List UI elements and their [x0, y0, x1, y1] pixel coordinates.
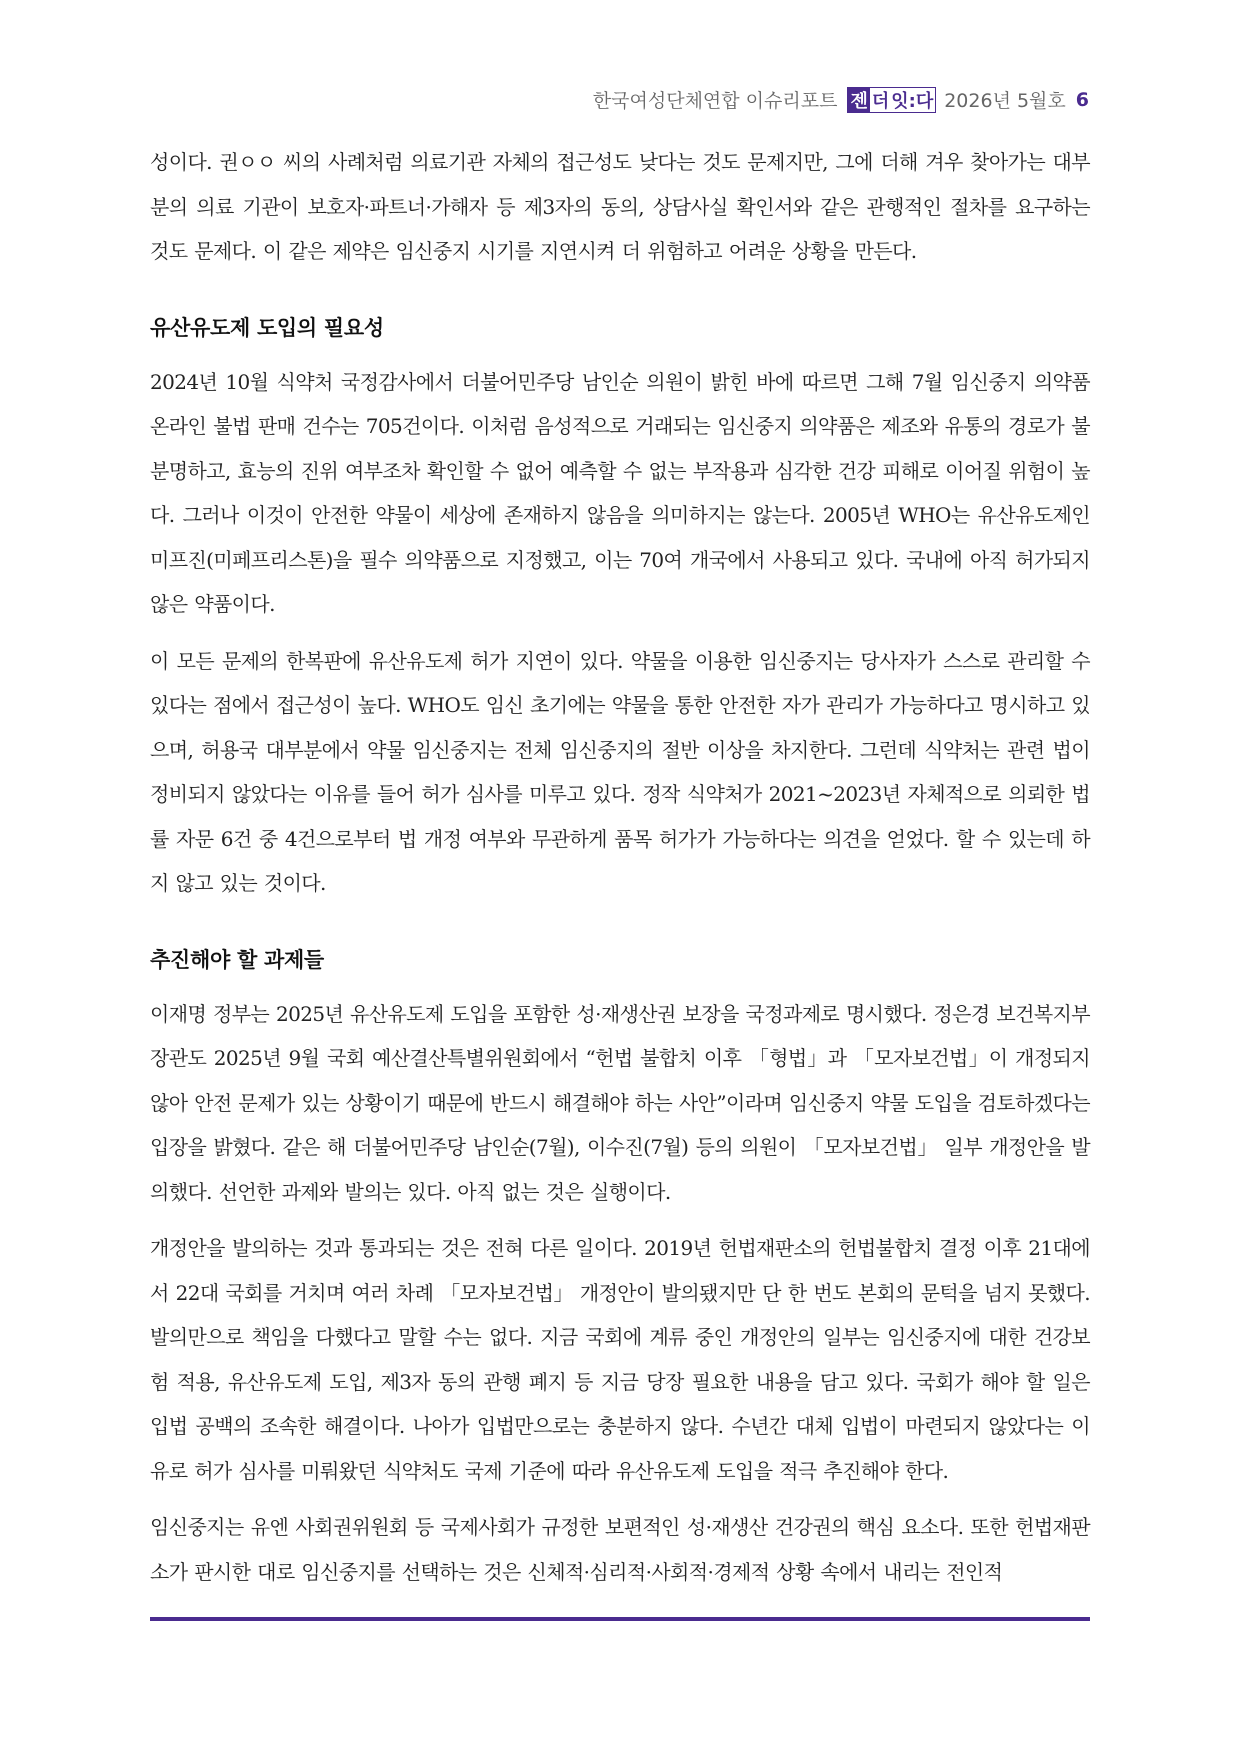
gender-itda-logo — [847, 87, 936, 113]
report-name: 한국여성단체연합 이슈리포트 — [592, 90, 838, 112]
paragraph: 2024년 10월 식약처 국정감사에서 더불어민주당 남인순 의원이 밝힌 바에 따르면 그해 7월 임신중지 의약품 온라인 불법 판매 건수는 705건이다. 이처럼 음성적으로 거래되는 임신중지 의약품은 제조와 유통의 경로가 불분명하고, 효능의 진위 여부조차 확인할 수 없어 예측할 수 없는 부작용과 심각한 건강 피해로 이어질 위험이 높다. 그러나 이것이 안전한 약물이 세상에 존재하지 않음을 의미하지는 않는다. 2005년 WHO는 유산유도제인 미프진(미페프리스톤)을 필수 의약품으로 지정했고, 이는 70여 개국에서 사용되고 있다. 국내에 아직 허가되지 않은 약품이다. — [150, 369, 1090, 616]
paragraph: 이 모든 문제의 한복판에 유산유도제 허가 지연이 있다. 약물을 이용한 임신중지는 당사자가 스스로 관리할 수 있다는 점에서 접근성이 높다. WHO도 임신 초기에는 약물을 통한 안전한 자가 관리가 가능하다고 명시하고 있으며, 허용국 대부분에서 약물 임신중지는 전체 임신중지의 절반 이상을 차지한다. 그런데 식약처는 관련 법이 정비되지 않았다는 이유를 들어 허가 심사를 미루고 있다. 정작 식약처가 2021~2023년 자체적으로 의뢰한 법률 자문 6건 중 4건으로부터 법 개정 여부와 무관하게 품목 허가가 가능하다는 의견을 얻었다. 할 수 있는데 하지 않고 있는 것이다. — [150, 648, 1090, 895]
paragraph: 개정안을 발의하는 것과 통과되는 것은 전혀 다른 일이다. 2019년 헌법재판소의 헌법불합치 결정 이후 21대에서 22대 국회를 거치며 여러 차례 「모자보건법」 개정안이 발의됐지만 단 한 번도 본회의 문턱을 넘지 못했다. 발의만으로 책임을 다했다고 말할 수는 없다. 지금 국회에 계류 중인 개정안의 일부는 임신중지에 대한 건강보험 적용, 유산유도제 도입, 제3자 동의 관행 폐지 등 지금 당장 필요한 내용을 담고 있다. 국회가 해야 할 일은 입법 공백의 조속한 해결이다. 나아가 입법만으로는 충분하지 않다. 수년간 대체 입법이 마련되지 않았다는 이유로 허가 심사를 미뤄왔던 식약처도 국제 기준에 따라 유산유도제 도입을 적극 추진해야 한다. — [150, 1236, 1090, 1483]
article-body — [150, 140, 1090, 1606]
paragraph: 이재명 정부는 2025년 유산유도제 도입을 포함한 성·재생산권 보장을 국정과제로 명시했다. 정은경 보건복지부 장관도 2025년 9월 국회 예산결산특별위원회에서 “헌법 불합치 이후 「형법」과 「모자보건법」이 개정되지 않아 안전 문제가 있는 상황이기 때문에 반드시 해결해야 하는 사안”이라며 임신중지 약물 도입을 검토하겠다는 입장을 밝혔다. 같은 해 더불어민주당 남인순(7월), 이수진(7월) 등의 의원이 「모자보건법」 일부 개정안을 발의했다. 선언한 과제와 발의는 있다. 아직 없는 것은 실행이다. — [150, 1001, 1090, 1204]
paragraph: 임신중지는 유엔 사회권위원회 등 국제사회가 규정한 보편적인 성·재생산 건강권의 핵심 요소다. 또한 헌법재판소가 판시한 대로 임신중지를 선택하는 것은 신체적·심리적·사회적·경제적 상황 속에서 내리는 전인적 — [150, 1515, 1090, 1584]
page-header — [593, 86, 1089, 113]
issue-date: 2026년 5월호 — [944, 90, 1066, 112]
section-heading: 유산유도제 도입의 필요성 — [150, 315, 384, 340]
page-number: 6 — [1075, 88, 1089, 111]
logo-part-2: 더 — [870, 88, 891, 112]
section-heading: 추진해야 할 과제들 — [150, 947, 324, 972]
logo-part-1: 젠 — [848, 88, 869, 112]
footer-divider — [150, 1617, 1090, 1621]
logo-part-3: 잇:다 — [891, 88, 935, 112]
paragraph: 성이다. 권ㅇㅇ 씨의 사례처럼 의료기관 자체의 접근성도 낮다는 것도 문제지만, 그에 더해 겨우 찾아가는 대부분의 의료 기관이 보호자·파트너·가해자 등 제3자의 동의, 상담사실 확인서와 같은 관행적인 절차를 요구하는 것도 문제다. 이 같은 제약은 임신중지 시기를 지연시켜 더 위험하고 어려운 상황을 만든다. — [150, 150, 1090, 263]
